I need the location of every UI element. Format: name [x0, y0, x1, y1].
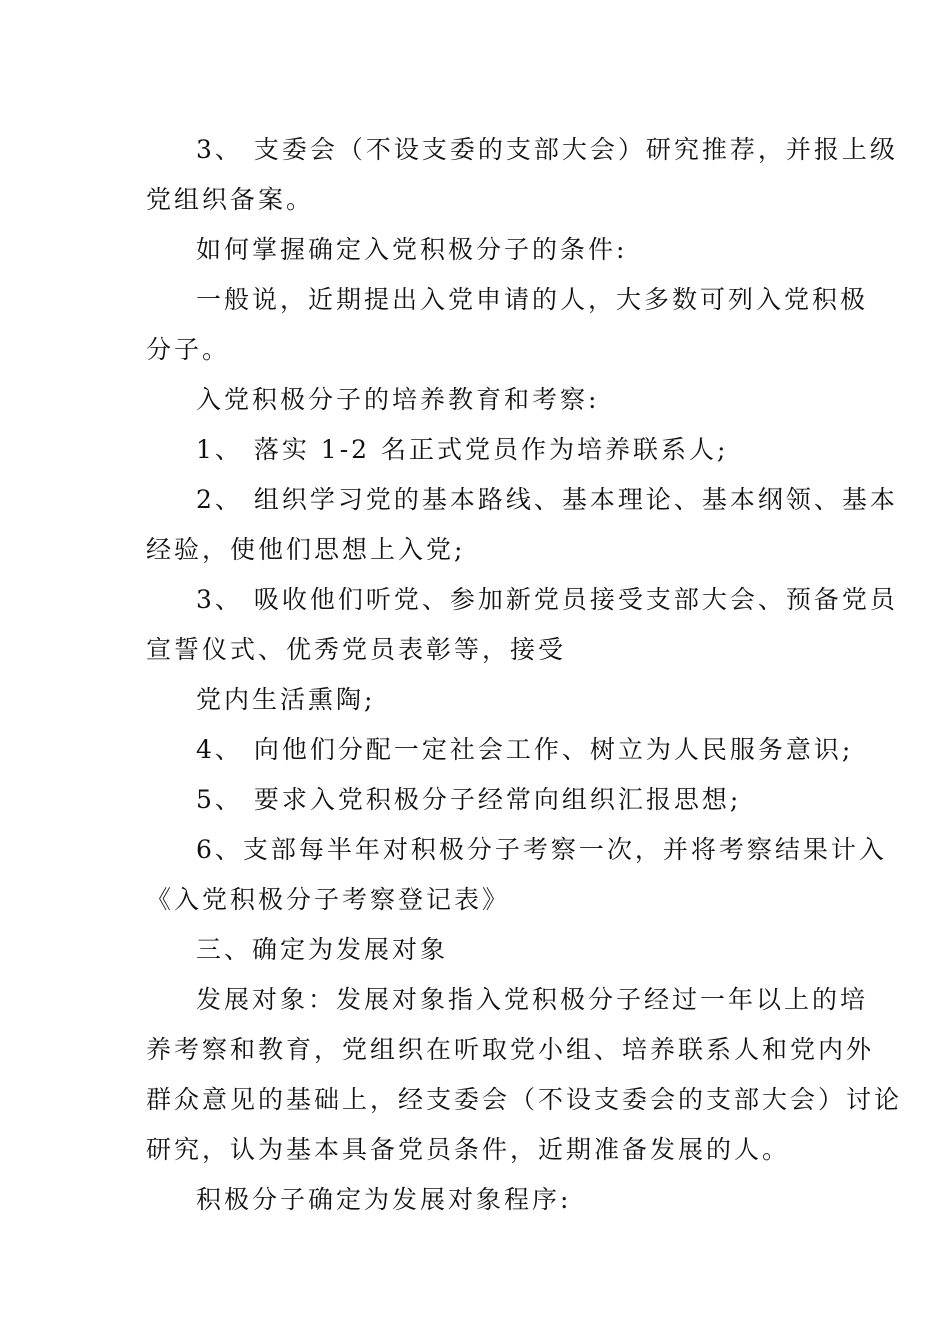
- list-item: 4、 向他们分配一定社会工作、树立为人民服务意识;: [196, 735, 854, 764]
- paragraph-line: 党组织备案。: [146, 185, 315, 214]
- paragraph-line: 宣誓仪式、优秀党员表彰等，接受: [146, 635, 567, 664]
- paragraph-line: 群众意见的基础上，经支委会（不设支委会的支部大会）讨论: [146, 1085, 903, 1114]
- paragraph-line: 入党积极分子的培养教育和考察:: [196, 385, 600, 414]
- list-item: 2、 组织学习党的基本路线、基本理论、基本纲领、基本: [196, 485, 898, 514]
- list-item: 6、支部每半年对积极分子考察一次，并将考察结果计入: [196, 835, 887, 864]
- paragraph-line: 一般说，近期提出入党申请的人，大多数可列入党积极: [196, 285, 869, 314]
- paragraph-line: 如何掌握确定入党积极分子的条件:: [196, 235, 628, 264]
- paragraph-line: 经验，使他们思想上入党;: [146, 535, 466, 564]
- paragraph-line: 党内生活熏陶;: [196, 685, 376, 714]
- paragraph-line: 积极分子确定为发展对象程序:: [196, 1185, 572, 1214]
- section-heading: 三、确定为发展对象: [196, 935, 449, 964]
- list-item: 1、 落实 1-2 名正式党员作为培养联系人;: [196, 435, 729, 464]
- paragraph-line: 养考察和教育，党组织在听取党小组、培养联系人和党内外: [146, 1035, 875, 1064]
- paragraph-line: 分子。: [146, 335, 231, 364]
- paragraph-line: 《入党积极分子考察登记表》: [146, 885, 511, 914]
- list-item: 3、 吸收他们听党、参加新党员接受支部大会、预备党员: [196, 585, 898, 614]
- paragraph-line: 研究，认为基本具备党员条件，近期准备发展的人。: [146, 1135, 791, 1164]
- paragraph-line: 发展对象：发展对象指入党积极分子经过一年以上的培: [196, 985, 869, 1014]
- paragraph-line: 3、 支委会（不设支委的支部大会）研究推荐，并报上级: [196, 135, 898, 164]
- list-item: 5、 要求入党积极分子经常向组织汇报思想;: [196, 785, 742, 814]
